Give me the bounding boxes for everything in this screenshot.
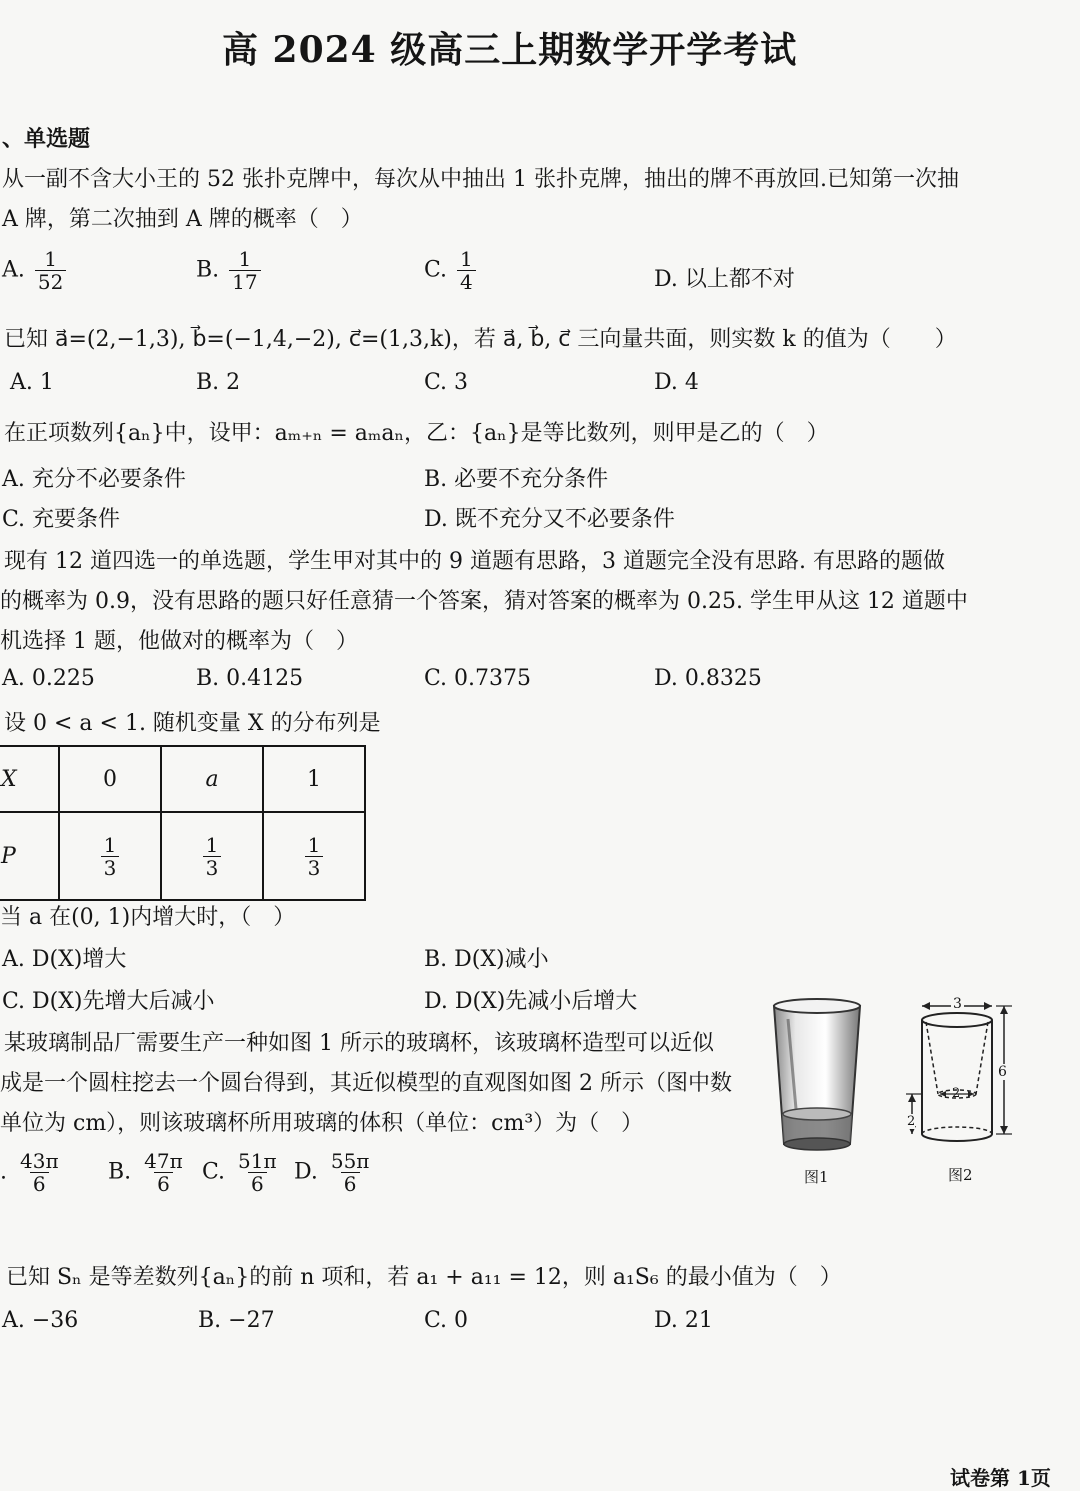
q6-option-c: C. $\frac{51\pi}{6}$: [202, 1149, 277, 1196]
q2-option-c: C. 3: [424, 370, 469, 395]
table-cell: $\frac{1}{3}$: [263, 812, 365, 900]
figure2-caption: 图2: [948, 1166, 973, 1184]
q6-text-line3: 单位为 cm），则该玻璃杯所用玻璃的体积（单位：cm³）为（ ）: [0, 1111, 644, 1136]
page-number: 试卷第 1页: [950, 1466, 1051, 1490]
q4-option-a: A. 0.225: [2, 666, 95, 691]
q1-option-c: C. $\frac{1}{4}$: [424, 248, 476, 293]
q4-text-line1: 现有 12 道四选一的单选题，学生甲对其中的 9 道题有思路，3 道题完全没有思路. 有思路的题做: [4, 549, 945, 574]
q5-option-c: C. D(X)先增大后减小: [2, 989, 215, 1014]
q5-option-d: D. D(X)先减小后增大: [424, 989, 638, 1014]
section-heading: 、单选题: [2, 126, 91, 152]
table-row: [0, 812, 365, 900]
q3-option-b: B. 必要不充分条件: [424, 467, 609, 492]
q7-option-a: A. −36: [2, 1308, 79, 1333]
table-cell: 1: [263, 746, 365, 812]
q3-text: 在正项数列{aₙ}中，设甲：aₘ₊ₙ = aₘaₙ，乙：{aₙ}是等比数列，则甲是乙的（ ）: [4, 421, 829, 446]
q3-option-d: D. 既不充分又不必要条件: [424, 507, 675, 532]
q5-condition: 当 a 在(0, 1)内增大时，（ ）: [0, 905, 296, 930]
q4-text-line3: 机选择 1 题，他做对的概率为（ ）: [0, 629, 358, 654]
q2-text: 已知 a⃗=(2,−1,3), b⃗=(−1,4,−2), c⃗=(1,3,k)，若 a⃗, b⃗, c⃗ 三向量共面，则实数 k 的值为（ ）: [4, 327, 957, 352]
distribution-table: [0, 745, 366, 901]
q5-text: 设 0 < a < 1. 随机变量 X 的分布列是: [4, 711, 381, 736]
q3-option-c: C. 充要条件: [2, 507, 121, 532]
page-title: 高 2024 级高三上期数学开学考试: [222, 29, 798, 71]
q6-option-d: D. $\frac{55\pi}{6}$: [294, 1149, 370, 1196]
dim-bottom-label: 2: [907, 1114, 916, 1129]
table-cell: a: [161, 746, 263, 812]
q7-option-c: C. 0: [424, 1308, 469, 1333]
q2-option-b: B. 2: [196, 370, 241, 395]
table-cell: X: [0, 746, 59, 812]
figure1-caption: 图1: [804, 1168, 829, 1186]
q1-option-a: A. $\frac{1}{52}$: [2, 248, 66, 293]
q4-option-d: D. 0.8325: [654, 666, 762, 691]
q7-option-d: D. 21: [654, 1308, 713, 1333]
table-cell: P: [0, 812, 59, 900]
table-cell: $\frac{1}{3}$: [161, 812, 263, 900]
table-cell: $\frac{1}{3}$: [59, 812, 161, 900]
dim-top-label: 3: [953, 996, 962, 1012]
q4-text-line2: 的概率为 0.9，没有思路的题只好任意猜一个答案，猜对答案的概率为 0.25. 学生甲从这 12 道题中: [0, 589, 968, 614]
q1-option-b: B. $\frac{1}{17}$: [196, 248, 261, 293]
q5-option-a: A. D(X)增大: [2, 947, 127, 972]
q6-option-a: . $\frac{43\pi}{6}$: [0, 1149, 59, 1196]
q7-text: 已知 Sₙ 是等差数列{aₙ}的前 n 项和，若 a₁ + a₁₁ = 12，则 a₁S₆ 的最小值为（ ）: [6, 1265, 842, 1290]
q6-text-line2: 成是一个圆柱挖去一个圆台得到，其近似模型的直观图如图 2 所示（图中数: [0, 1071, 732, 1096]
q2-option-a: A. 1: [10, 370, 54, 395]
q6-option-b: B. $\frac{47\pi}{6}$: [108, 1149, 183, 1196]
q4-option-b: B. 0.4125: [196, 666, 304, 691]
q6-text-line1: 某玻璃制品厂需要生产一种如图 1 所示的玻璃杯，该玻璃杯造型可以近似: [4, 1031, 714, 1056]
glass-photo-figure: [768, 994, 868, 1164]
q3-option-a: A. 充分不必要条件: [2, 467, 186, 492]
table-cell: 0: [59, 746, 161, 812]
q7-option-b: B. −27: [198, 1308, 275, 1333]
dim-inner-label: 2: [952, 1086, 961, 1101]
dim-height-label: 6: [998, 1064, 1007, 1080]
q4-option-c: C. 0.7375: [424, 666, 532, 691]
table-row: [0, 746, 365, 812]
q5-option-b: B. D(X)减小: [424, 947, 549, 972]
q1-option-d: D. 以上都不对: [654, 267, 795, 292]
q2-option-d: D. 4: [654, 370, 699, 395]
q1-text-line1: 从一副不含大小王的 52 张扑克牌中，每次从中抽出 1 张扑克牌，抽出的牌不再放回.已知第一次抽: [2, 167, 959, 192]
q1-text-line2: A 牌，第二次抽到 A 牌的概率（ ）: [2, 207, 363, 232]
